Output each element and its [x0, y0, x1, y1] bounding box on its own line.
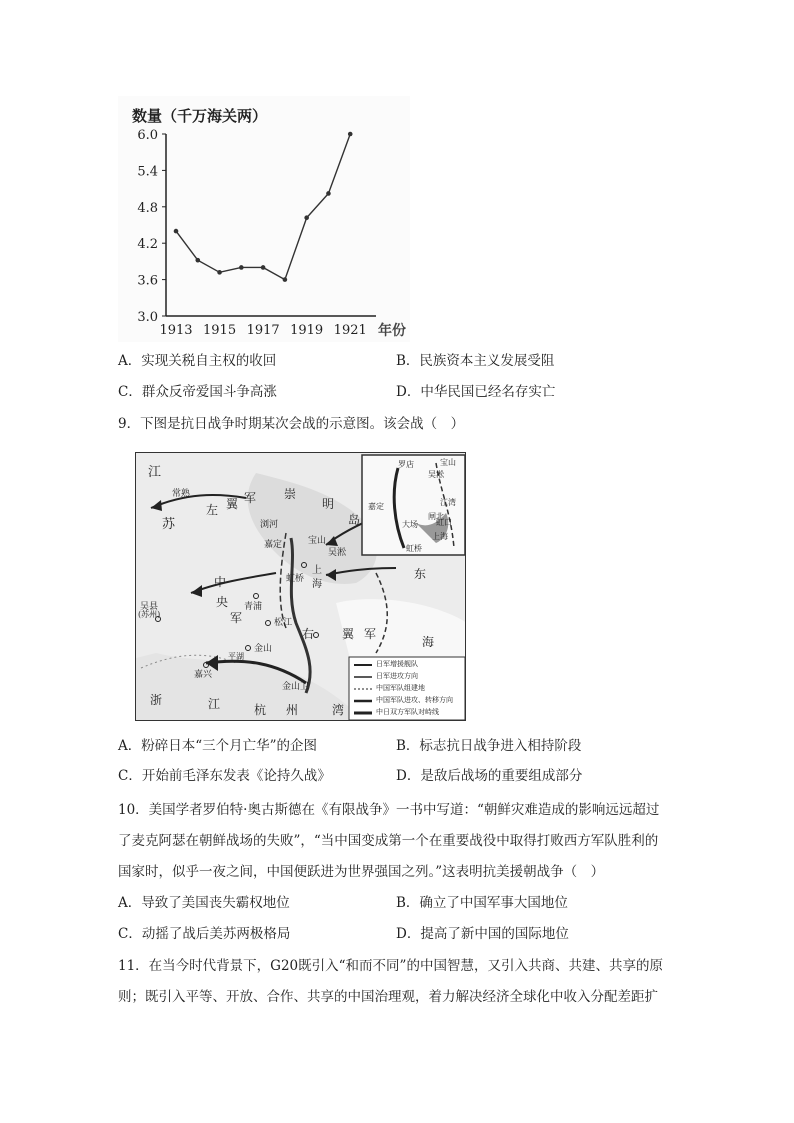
data-point: [326, 191, 331, 196]
inset-label-jiangwan: 江湾: [440, 498, 456, 507]
inset-label-luodian: 罗店: [398, 460, 414, 469]
y-tick-label: 4.2: [137, 237, 158, 253]
y-tick-label: 3.6: [137, 273, 158, 289]
map-label-pinghu: 平湖: [228, 652, 244, 661]
inset-label-shanghai: 上海: [432, 532, 448, 541]
legend-label-5: 中日双方军队对峙线: [376, 708, 439, 716]
map-label-wusong: 吴淞: [328, 548, 347, 558]
map-label-jiang: 江: [148, 465, 162, 480]
q10-option-a[interactable]: A．导致了美国丧失霸权地位: [118, 895, 290, 911]
x-tick-label: 1919: [290, 323, 324, 338]
y-tick-label: 5.4: [137, 164, 158, 180]
data-point: [304, 215, 309, 220]
x-tick-label: 1921: [333, 323, 367, 338]
map-label-yi1: 翼: [226, 497, 239, 511]
legend-label-1: 日军增援舰队: [376, 660, 418, 668]
map-label-yang: 央: [216, 595, 229, 609]
map-label-su: 苏: [162, 517, 176, 532]
map-label-wan: 湾: [332, 703, 345, 717]
inset-label-zhabei: 闸北: [428, 512, 444, 521]
q8-option-d[interactable]: D．中华民国已经名存实亡: [396, 384, 556, 400]
map-label-suzhou: (苏州): [138, 610, 161, 619]
map-label-jun3: 军: [364, 627, 377, 641]
map-label-hang: 杭: [254, 703, 267, 717]
map-label-ming: 明: [322, 497, 335, 511]
q8-option-c[interactable]: C．群众反帝爱国斗争高涨: [118, 384, 277, 400]
data-point: [283, 277, 288, 282]
y-tick-label: 3.0: [137, 310, 158, 325]
map-label-yi2: 翼: [342, 627, 355, 641]
chart-svg: [118, 96, 410, 342]
x-axis-label: 年份: [378, 323, 406, 339]
legend-label-3: 中国军队组建地: [376, 684, 425, 692]
map-label-qingpu: 青浦: [244, 602, 263, 612]
y-axis-label: 数量（千万海关两）: [132, 107, 268, 125]
x-tick-label: 1917: [246, 323, 280, 338]
data-point: [261, 265, 266, 270]
map-label-jinshan: 金山: [254, 644, 273, 654]
map-label-jun2: 军: [230, 611, 243, 625]
map-label-changshu: 常熟: [172, 489, 191, 499]
map-label-hongqiao: 虹桥: [286, 574, 305, 584]
map-label-hai2: 海: [312, 579, 322, 590]
series-line: [176, 134, 350, 280]
q10-option-b[interactable]: B．确立了中国军事大国地位: [396, 895, 568, 911]
inset-label-jiading: 嘉定: [368, 502, 384, 511]
q10-option-c[interactable]: C．动摇了战后美苏两极格局: [118, 926, 291, 942]
q8-option-b[interactable]: B．民族资本主义发展受阻: [396, 353, 555, 369]
map-label-dao: 岛: [348, 513, 361, 527]
map-label-jiading: 嘉定: [264, 540, 283, 550]
map-label-baoshan: 宝山: [308, 536, 327, 546]
legend-label-2: 日军进攻方向: [376, 672, 418, 680]
q11-line-1: 11．在当今时代背景下，G20既引入“和而不同”的中国智慧，又引入共商、共建、共享的原: [118, 958, 663, 974]
map-label-jun1: 军: [244, 491, 257, 505]
data-point: [174, 229, 179, 234]
q9-stem: 9．下图是抗日战争时期某次会战的示意图。该会战（ ）: [118, 416, 465, 432]
q9-option-d[interactable]: D．是敌后战场的重要组成部分: [396, 768, 583, 784]
map-label-dong: 东: [414, 567, 427, 581]
q9-option-b[interactable]: B．标志抗日战争进入相持阶段: [396, 738, 582, 754]
battle-map: [135, 452, 466, 721]
y-tick-label: 4.8: [137, 200, 158, 216]
inset-label-baoshan: 宝山: [440, 458, 456, 467]
data-point: [217, 270, 222, 275]
map-label-jiang2: 江: [208, 697, 221, 711]
y-tick-label: 6.0: [137, 128, 158, 143]
data-point: [239, 265, 244, 270]
q8-option-a[interactable]: A．实现关税自主权的收回: [118, 353, 277, 369]
x-tick-label: 1913: [159, 323, 193, 338]
data-point: [195, 258, 200, 263]
legend-label-4: 中国军队进攻、转移方向: [376, 696, 453, 704]
inset-label-hongqiao: 虹桥: [406, 544, 422, 553]
q11-line-2: 则；既引入平等、开放、合作、共享的中国治理观，着力解决经济全球化中收入分配差距扩: [118, 989, 658, 1005]
q10-option-d[interactable]: D．提高了新中国的国际地位: [396, 926, 569, 942]
data-point: [348, 132, 353, 137]
q9-option-a[interactable]: A．粉碎日本“三个月亡华”的企图: [118, 738, 318, 754]
x-tick-label: 1915: [203, 323, 237, 338]
inset-label-dachang: 大场: [402, 520, 418, 529]
map-label-jinshanwei: 金山卫: [282, 682, 310, 692]
map-label-zhou: 州: [286, 703, 299, 717]
q9-option-c[interactable]: C．开始前毛泽东发表《论持久战》: [118, 768, 331, 784]
map-label-shang: 上: [312, 565, 322, 576]
map-label-zuo: 左: [206, 503, 219, 517]
inset-label-wusong: 吴淞: [428, 470, 444, 479]
map-label-songjiang: 松江: [274, 618, 293, 628]
map-label-jiaxing: 嘉兴: [194, 670, 213, 680]
map-label-zhe: 浙: [150, 693, 163, 707]
map-label-chong: 崇: [284, 487, 297, 501]
tariff-line-chart: [118, 96, 410, 342]
inset-label-hongkou: 虹口: [436, 518, 452, 527]
q10-line-3: 国家时，似乎一夜之间，中国便跃进为世界强国之列。”这表明抗美援朝战争（ ）: [118, 864, 605, 880]
q10-line-2: 了麦克阿瑟在朝鲜战场的失败”，“当中国变成第一个在重要战役中取得打败西方军队胜利的: [118, 833, 659, 849]
map-label-liuhe: 浏河: [260, 520, 279, 530]
map-label-zhong: 中: [214, 575, 227, 589]
map-label-you: 右: [302, 627, 315, 641]
map-label-hai: 海: [422, 635, 435, 649]
q10-line-1: 10．美国学者罗伯特·奥古斯德在《有限战争》一书中写道：“朝鲜灾难造成的影响远远超过: [118, 802, 660, 818]
map-label-wuxian: 吴县: [140, 602, 159, 612]
